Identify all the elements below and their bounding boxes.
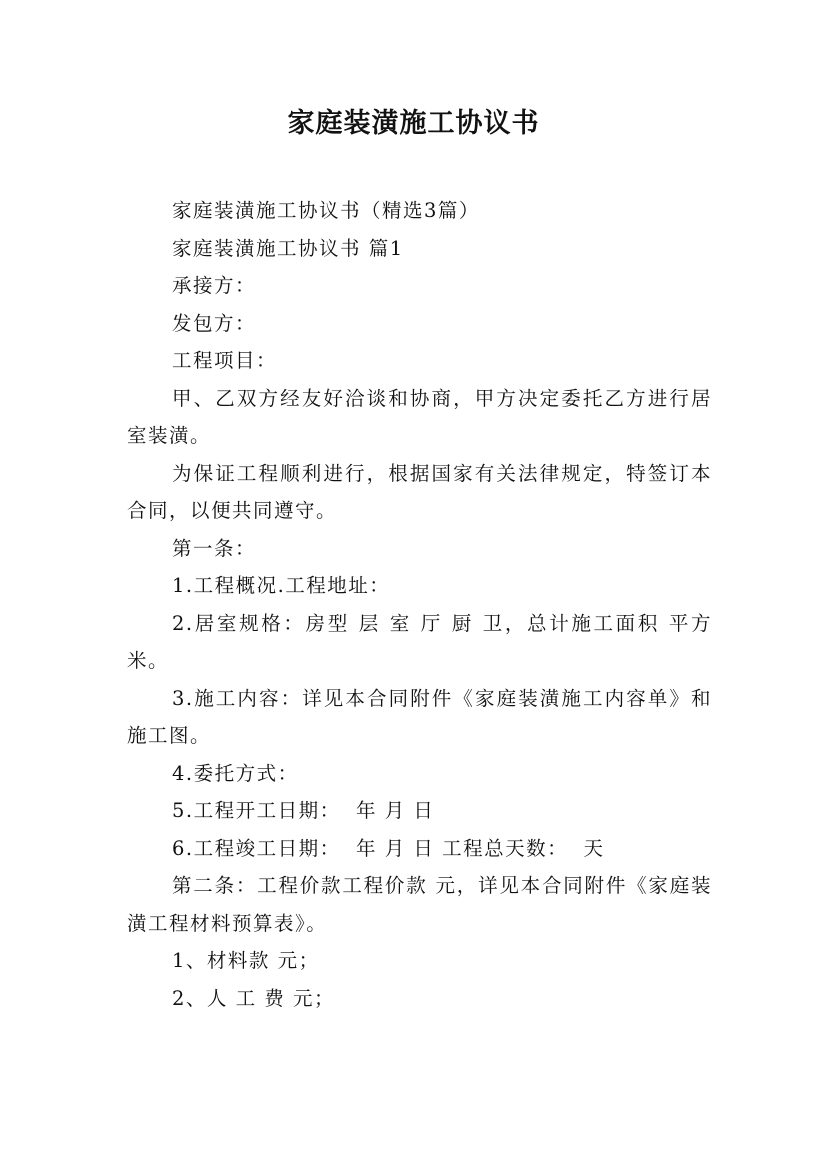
document-body: [127, 192, 712, 1017]
cost-item-2: 2、人 工 费 元；: [172, 986, 336, 1010]
clause-5: 5.工程开工日期： 年 月 日: [172, 799, 435, 822]
subtitle-selected: 家庭装潢施工协议书（精选3篇）: [172, 199, 480, 222]
section-heading: 家庭装潢施工协议书 篇1: [172, 236, 404, 260]
clause-3: 3.施工内容：详见本合同附件《家庭装潢施工内容单》和施工图。: [127, 686, 712, 747]
article-one-heading: 第一条：: [172, 536, 257, 560]
project-line: 工程项目：: [172, 349, 278, 372]
paragraph-agreement: 甲、乙双方经友好洽谈和协商，甲方决定委托乙方进行居室装潢。: [127, 386, 712, 447]
clause-6: 6.工程竣工日期： 年 月 日 工程总天数： 天: [172, 836, 605, 860]
clause-2: 2.居室规格：房型 层 室 厅 厨 卫，总计施工面积 平方米。: [127, 611, 712, 672]
contractor-line: 承接方：: [172, 274, 257, 297]
clause-1: 1.工程概况.工程地址：: [172, 574, 391, 597]
article-two: 第二条：工程价款工程价款 元，详见本合同附件《家庭装潢工程材料预算表》。: [127, 874, 712, 935]
clause-4: 4.委托方式：: [172, 761, 299, 785]
cost-item-1: 1、材料款 元；: [172, 949, 320, 972]
document-title: 家庭装潢施工协议书: [287, 108, 540, 139]
paragraph-purpose: 为保证工程顺利进行，根据国家有关法律规定，特签订本合同，以便共同遵守。: [127, 461, 712, 522]
employer-line: 发包方：: [172, 311, 257, 335]
